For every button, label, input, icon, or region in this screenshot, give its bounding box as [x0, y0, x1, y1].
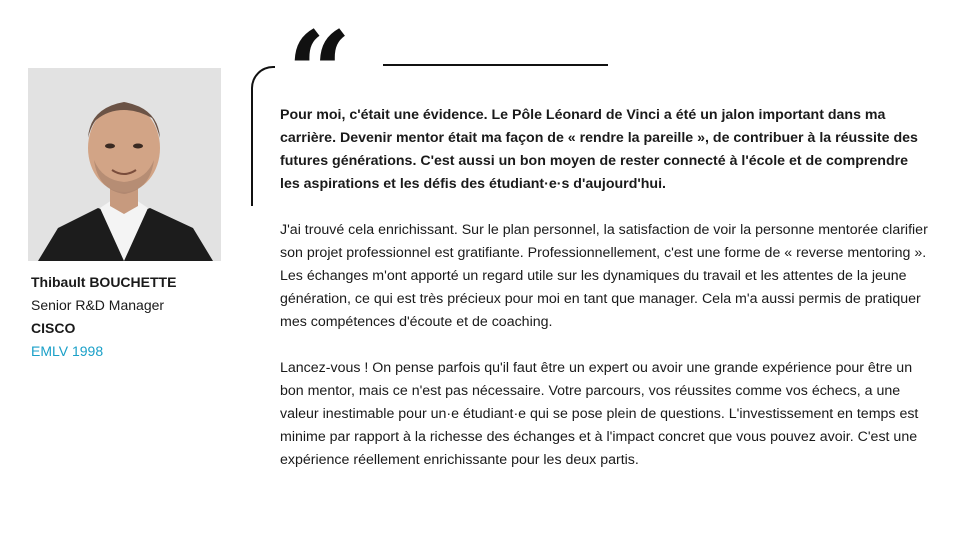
- testimonial-text: [280, 104, 930, 495]
- person-company: CISCO: [31, 320, 76, 336]
- testimonial-paragraph-3: Lancez-vous ! On pense parfois qu'il faut être un expert ou avoir une grande expérience pour être un bon mentor, mais ce n'est pas nécessaire. Votre parcours, vos réussites comme vos échecs, a une valeur inestimable pour un·e étudiant·e qui se pose plein de questions. L'investissement en temps est minime par rapport à la richesse des échanges et à l'impact concret que vous pouvez avoir. C'est une expérience réellement enrichissante pour les deux partis.: [280, 360, 919, 468]
- person-school: EMLV 1998: [31, 343, 104, 359]
- quote-divider: [383, 64, 608, 66]
- quote-bracket: [251, 66, 275, 206]
- profile-photo: [28, 68, 221, 261]
- testimonial-lead: Pour moi, c'était une évidence. Le Pôle Léonard de Vinci a été un jalon important dans ma carrière. Devenir mentor était ma façon de « rendre la pareille », de contribuer à la réussite des futures générations. C'est aussi un bon moyen de rester connecté à l'école et de comprendre les aspirations et les défis des étudiant·e·s d'aujourd'hui.: [280, 107, 918, 192]
- person-info: [31, 271, 176, 363]
- testimonial-paragraph-2: J'ai trouvé cela enrichissant. Sur le plan personnel, la satisfaction de voir la personne mentorée clarifier son projet professionnel est gratifiante. Professionnellement, c'est une forme de « reverse mentoring ». Les échanges m'ont apporté un regard utile sur les dynamiques du travail et les attentes de la jeune génération, ce qui est très précieux pour moi en tant que manager. Cela m'a aussi permis de pratiquer mes compétences d'écoute et de coaching.: [280, 222, 928, 330]
- person-name: Thibault BOUCHETTE: [31, 274, 177, 290]
- quote-mark-icon: “: [287, 8, 346, 139]
- person-title: Senior R&D Manager: [31, 297, 165, 313]
